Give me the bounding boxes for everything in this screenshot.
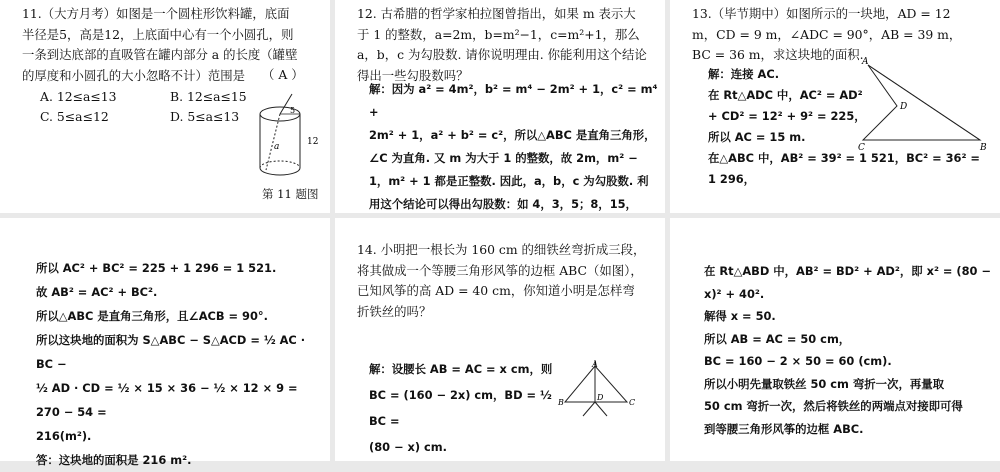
option-c: C. 5≤a≤12 — [40, 109, 109, 124]
solution-line: x)² + 40². — [704, 286, 765, 301]
fig-label-a: A — [862, 57, 869, 67]
problem-13-continued-solution — [36, 256, 321, 472]
problem-11-panel — [0, 0, 330, 213]
solution-line: 故 AB² = AC² + BC². — [36, 285, 158, 299]
solution-line: 解得 x = 50. — [704, 309, 776, 323]
fig-label-a: A — [592, 360, 598, 369]
option-a: A. 12≤a≤13 — [40, 89, 117, 104]
option-d: D. 5≤a≤13 — [170, 109, 240, 124]
quadrilateral-figure — [856, 54, 996, 154]
solution-line: 216(m²). — [36, 429, 92, 443]
solution-line: 到等腰三角形风筝的边框 ABC. — [704, 421, 864, 436]
problem-14-text: 14. 小明把一根长为 160 cm 的细铁丝弯折成三段，将其做成一个等腰三角形风筝的边框 ABC（如图），已知风筝的高 AD = 40 cm，你知道小明是怎样弯折铁丝的吗？ — [357, 242, 646, 319]
fig-label-c: C — [629, 398, 636, 407]
solution-line: 解：设腰长 AB = AC = x cm，则 — [369, 362, 553, 376]
solution-line: 1，m² + 1 都是正整数. 因此，a，b，c 为勾股数. 利 — [369, 174, 649, 188]
kite-triangle-figure — [557, 358, 641, 420]
solution-line: 所以△ABC 是直角三角形，且∠ACB = 90°. — [36, 309, 268, 323]
problem-13-continued-panel — [0, 218, 330, 467]
option-b: B. 12≤a≤15 — [170, 89, 247, 104]
solution-line: 所以这块地的面积为 S△ABC − S△ACD = ½ AC · BC − — [36, 333, 306, 371]
solution-line: 在 Rt△ADC 中，AC² = AD² — [708, 88, 863, 102]
problem-14-solution — [369, 356, 559, 460]
solution-line: 用这个结论可以得出勾股数：如 4，3，5；8，15， — [369, 197, 637, 211]
solution-line: (80 − x) cm. — [369, 440, 447, 454]
solution-line: 1 296， — [708, 172, 756, 186]
solution-line: 所以 AB = AC = 50 cm， — [704, 331, 851, 346]
solution-line: ½ AD · CD = ½ × 15 × 36 − ½ × 12 × 9 = 270 − 54 = — [36, 381, 298, 419]
solution-line: BC = 160 − 2 × 50 = 60 (cm). — [704, 354, 892, 368]
problem-14-panel — [335, 218, 665, 461]
figure-11-caption: 第 11 题图 — [262, 187, 319, 201]
problem-12-solution — [369, 78, 659, 239]
fig-label-12: 12 — [307, 137, 319, 147]
solution-line: 解：因为 a² = 4m²，b² = m⁴ − 2m² + 1，c² = m⁴ + — [369, 82, 658, 119]
fig-label-d: D — [900, 102, 908, 112]
fig-label-b: B — [980, 143, 987, 153]
problem-11-text: 11.（大方月考）如图是一个圆柱形饮料罐，底面半径是5，高是12，上底面中心有一个小圆孔，则一条到达底部的直吸管在罐内部分 a 的长度（罐壁的厚度和小圆孔的大小忽略不计）范围是 — [22, 6, 298, 83]
fig-label-a: a — [274, 142, 280, 152]
problem-12-text: 12. 古希腊的哲学家柏拉图曾指出，如果 m 表示大于 1 的整数，a=2m，b=m²−1，c=m²+1，那么 a，b，c 为勾股数. 请你说明理由. 你能利用这个结论得出一些勾股数吗？ — [357, 6, 647, 83]
solution-line: ∠C 为直角. 又 m 为大于 1 的整数，故 2m，m² − — [369, 151, 638, 165]
solution-line: 在△ABC 中，AB² = 39² = 1 521，BC² = 36² = — [708, 151, 980, 165]
solution-line: 50 cm 弯折一次，然后将铁丝的两端点对接即可得 — [704, 399, 963, 413]
solution-line: 2m² + 1，a² + b² = c²，所以△ABC 是直角三角形， — [369, 128, 656, 142]
fig-label-d: D — [597, 393, 604, 402]
problem-12-panel — [335, 0, 665, 213]
solution-line: 解：连接 AC. — [708, 67, 780, 81]
solution-line: 所以小明先量取铁丝 50 cm 弯折一次，再量取 — [704, 376, 945, 391]
fig-label-c: C — [858, 143, 865, 153]
cylinder-figure — [252, 92, 324, 184]
solution-line: + CD² = 12² + 9² = 225， — [708, 109, 866, 123]
problem-14-continued-panel — [670, 218, 1000, 461]
solution-line: 在 Rt△ABD 中，AB² = BD² + AD²，即 x² = (80 − — [704, 264, 991, 278]
solution-line: 所以 AC = 15 m. — [708, 130, 806, 144]
problem-13-panel — [670, 0, 1000, 213]
solution-line: BC = (160 − 2x) cm，BD = ½ BC = — [369, 388, 552, 428]
problem-13-text: 13.（毕节期中）如图所示的一块地，AD = 12 m，CD = 9 m，∠ADC = 90°，AB = 39 m，BC = 36 m，求这块地的面积. — [692, 6, 962, 62]
solution-line: 所以 AC² + BC² = 225 + 1 296 = 1 521. — [36, 261, 277, 275]
problem-14-continued-solution — [704, 260, 994, 440]
problem-11-answer: （ A ） — [262, 67, 304, 82]
fig-label-5: 5 — [290, 106, 296, 115]
solution-line: 答：这块地的面积是 216 m². — [36, 453, 192, 467]
fig-label-b: B — [558, 398, 564, 407]
